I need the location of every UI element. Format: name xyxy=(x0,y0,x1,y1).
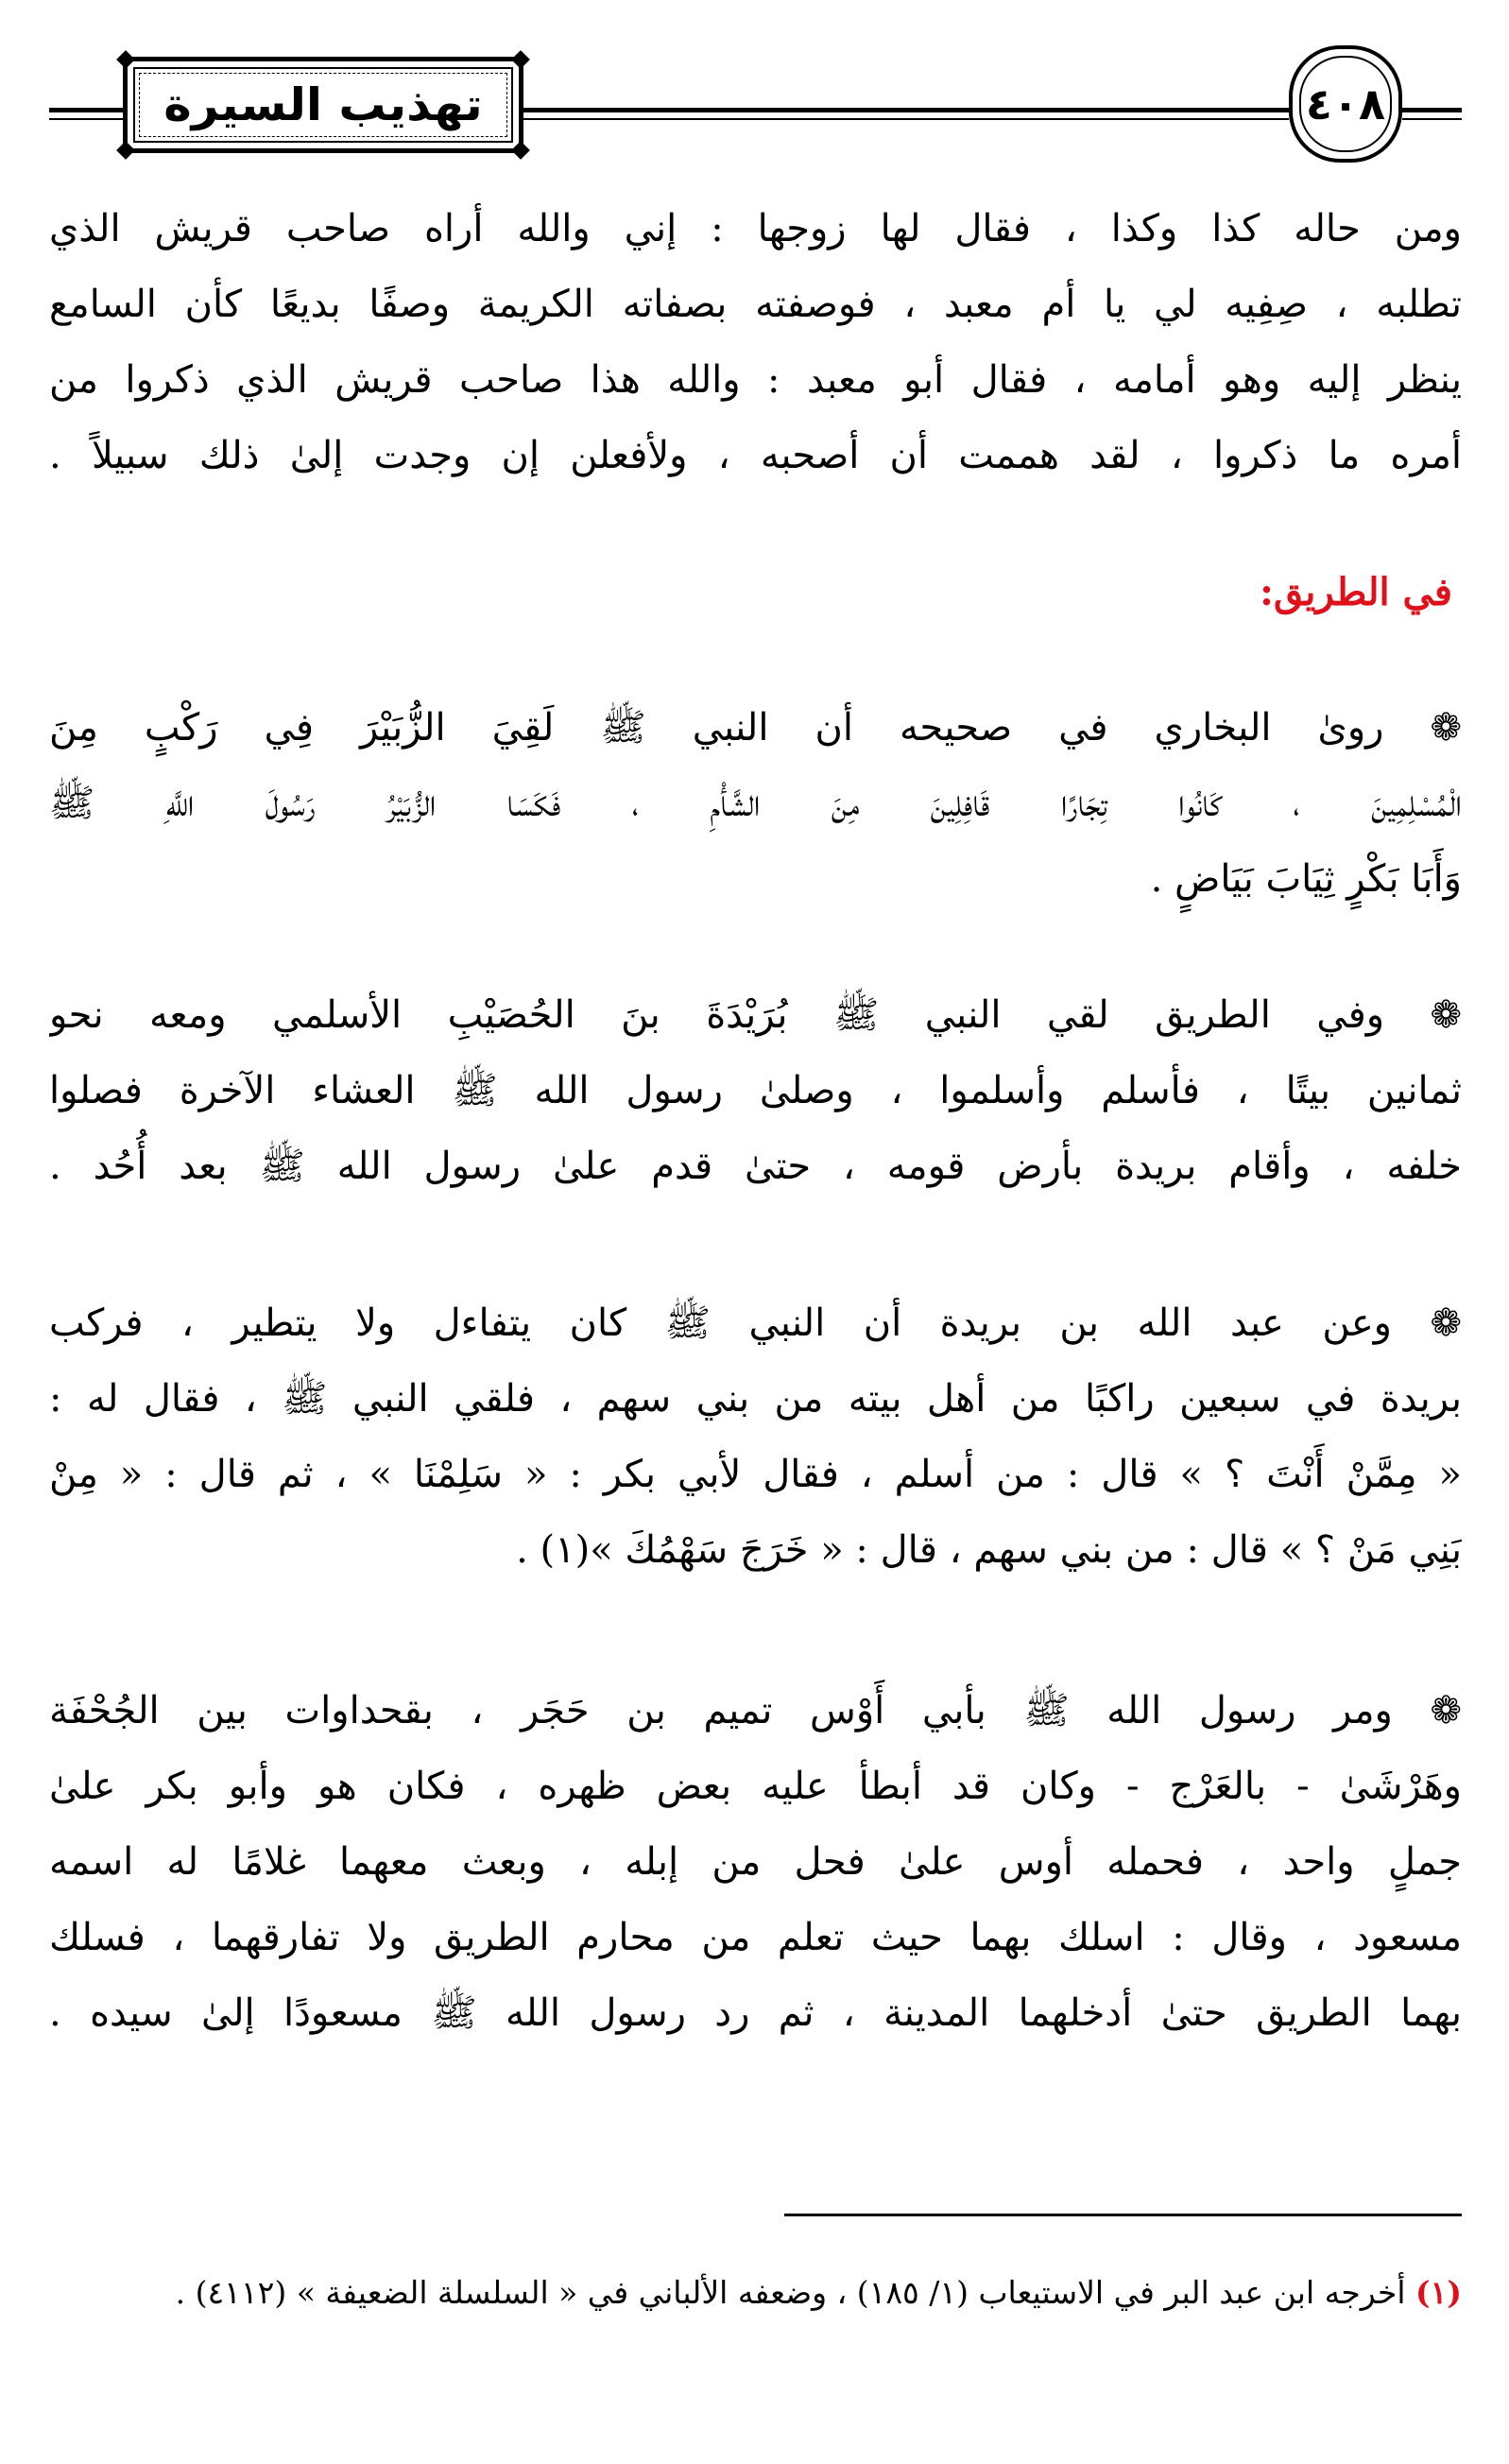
header-rule xyxy=(523,118,1289,120)
header-rule xyxy=(1402,118,1462,120)
page-number-frame xyxy=(1289,45,1402,163)
header-rule xyxy=(1402,108,1462,112)
text-line: ❁ وفي الطريق لقي النبي ﷺ بُرَيْدَةَ بنَ الحُصَيْبِ الأسلمي ومعه نحو xyxy=(49,993,1462,1037)
text-line: جملٍ واحد ، فحمله أوس علىٰ فحل من إبله ، وبعث معهما غلامًا له اسمه xyxy=(49,1840,1462,1884)
text-line: بريدة في سبعين راكبًا من أهل بيته من بني سهم ، فلقي النبي ﷺ ، فقال له : xyxy=(49,1377,1462,1421)
footnote-divider xyxy=(784,2214,1462,2216)
intro-paragraph xyxy=(49,191,1462,493)
paragraph xyxy=(49,977,1462,1204)
section-heading-text: في الطريق: xyxy=(1260,570,1452,614)
text-line: أمره ما ذكروا ، لقد هممت أن أصحبه ، ولأفعلن إن وجدت إلىٰ ذلك سبيلاً . xyxy=(49,434,1462,477)
ornament-icon xyxy=(116,141,135,160)
text-line: ❁ ومر رسول الله ﷺ بأبي أَوْس تميم بن حَجَر ، بقحداوات بين الجُحْفَة xyxy=(49,1689,1462,1732)
page-number: ٤٠٨ xyxy=(1305,78,1386,129)
ornament-icon xyxy=(511,50,530,69)
header-rule xyxy=(49,108,123,112)
text-line: ❁ وعن عبد الله بن بريدة أن النبي ﷺ كان يتفاءل ولا يتطير ، فركب xyxy=(49,1301,1462,1345)
text-line: خلفه ، وأقام بريدة بأرض قومه ، حتىٰ قدم علىٰ رسول الله ﷺ بعد أُحُد . xyxy=(49,1145,1462,1188)
text-line: مسعود ، وقال : اسلك بهما حيث تعلم من محارم الطريق ولا تفارقهما ، فسلك xyxy=(49,1916,1462,1959)
book-title: تهذيب السيرة xyxy=(163,78,483,131)
text-line: ينظر إليه وهو أمامه ، فقال أبو معبد : والله هذا صاحب قريش الذي ذكروا من xyxy=(49,358,1462,402)
text-line: بَنِي مَنْ ؟ » قال : من بني سهم ، قال : « خَرَجَ سَهْمُكَ »(١) . xyxy=(516,1528,1462,1572)
header-rule xyxy=(523,108,1289,112)
text-line: بهما الطريق حتىٰ أدخلهما المدينة ، ثم رد رسول الله ﷺ مسعودًا إلىٰ سيده . xyxy=(49,1991,1462,2035)
text-line: تطلبه ، صِفِيه لي يا أم معبد ، فوصفته بصفاته الكريمة وصفًا بديعًا كأن السامع xyxy=(49,283,1462,326)
text-line: الْمُسْلِمِينَ ، كَانُوا تِجَارًا قَافِلِينَ مِنَ الشَّأْمِ ، فَكَسَا الزُّبَيْرُ رَسُولَ اللَّهِ ﷺ xyxy=(49,782,1462,825)
header-rule xyxy=(49,118,123,120)
text-line: ثمانين بيتًا ، فأسلم وأسلموا ، وصلىٰ رسول الله ﷺ العشاء الآخرة فصلوا xyxy=(49,1069,1462,1112)
text-line: وَأَبَا بَكْرٍ ثِيَابَ بَيَاضٍ . xyxy=(1150,857,1462,901)
text-line: وهَرْشَىٰ - بالعَرْج - وكان قد أبطأ عليه بعض ظهره ، فكان هو وأبو بكر علىٰ xyxy=(49,1765,1462,1808)
ornament-icon xyxy=(116,50,135,69)
section-heading xyxy=(49,564,1462,621)
paragraph xyxy=(49,690,1462,917)
paragraph xyxy=(49,1673,1462,2051)
footnote-text: أخرجه ابن عبد البر في الاستيعاب (١/ ١٨٥) ، وضعفه الألباني في « السلسلة الضعيفة » (٤١١٢) . xyxy=(175,2274,1406,2311)
footnote xyxy=(49,2265,1462,2321)
ornament-icon xyxy=(511,141,530,160)
text-line: ❁ رویٰ البخاري في صحيحه أن النبي ﷺ لَقِيَ الزُّبَيْرَ فِي رَكْبٍ مِنَ xyxy=(49,706,1462,750)
paragraph xyxy=(49,1285,1462,1588)
footnote-number: (١) xyxy=(1415,2274,1462,2311)
text-line: ومن حاله كذا وكذا ، فقال لها زوجها : إني والله أراه صاحب قريش الذي xyxy=(49,207,1462,250)
book-title-frame xyxy=(123,57,523,153)
page-header xyxy=(49,40,1462,153)
text-line: « مِمَّنْ أَنْتَ ؟ » قال : من أسلم ، فقال لأبي بكر : « سَلِمْنَا » ، ثم قال : « مِنْ xyxy=(49,1453,1462,1496)
